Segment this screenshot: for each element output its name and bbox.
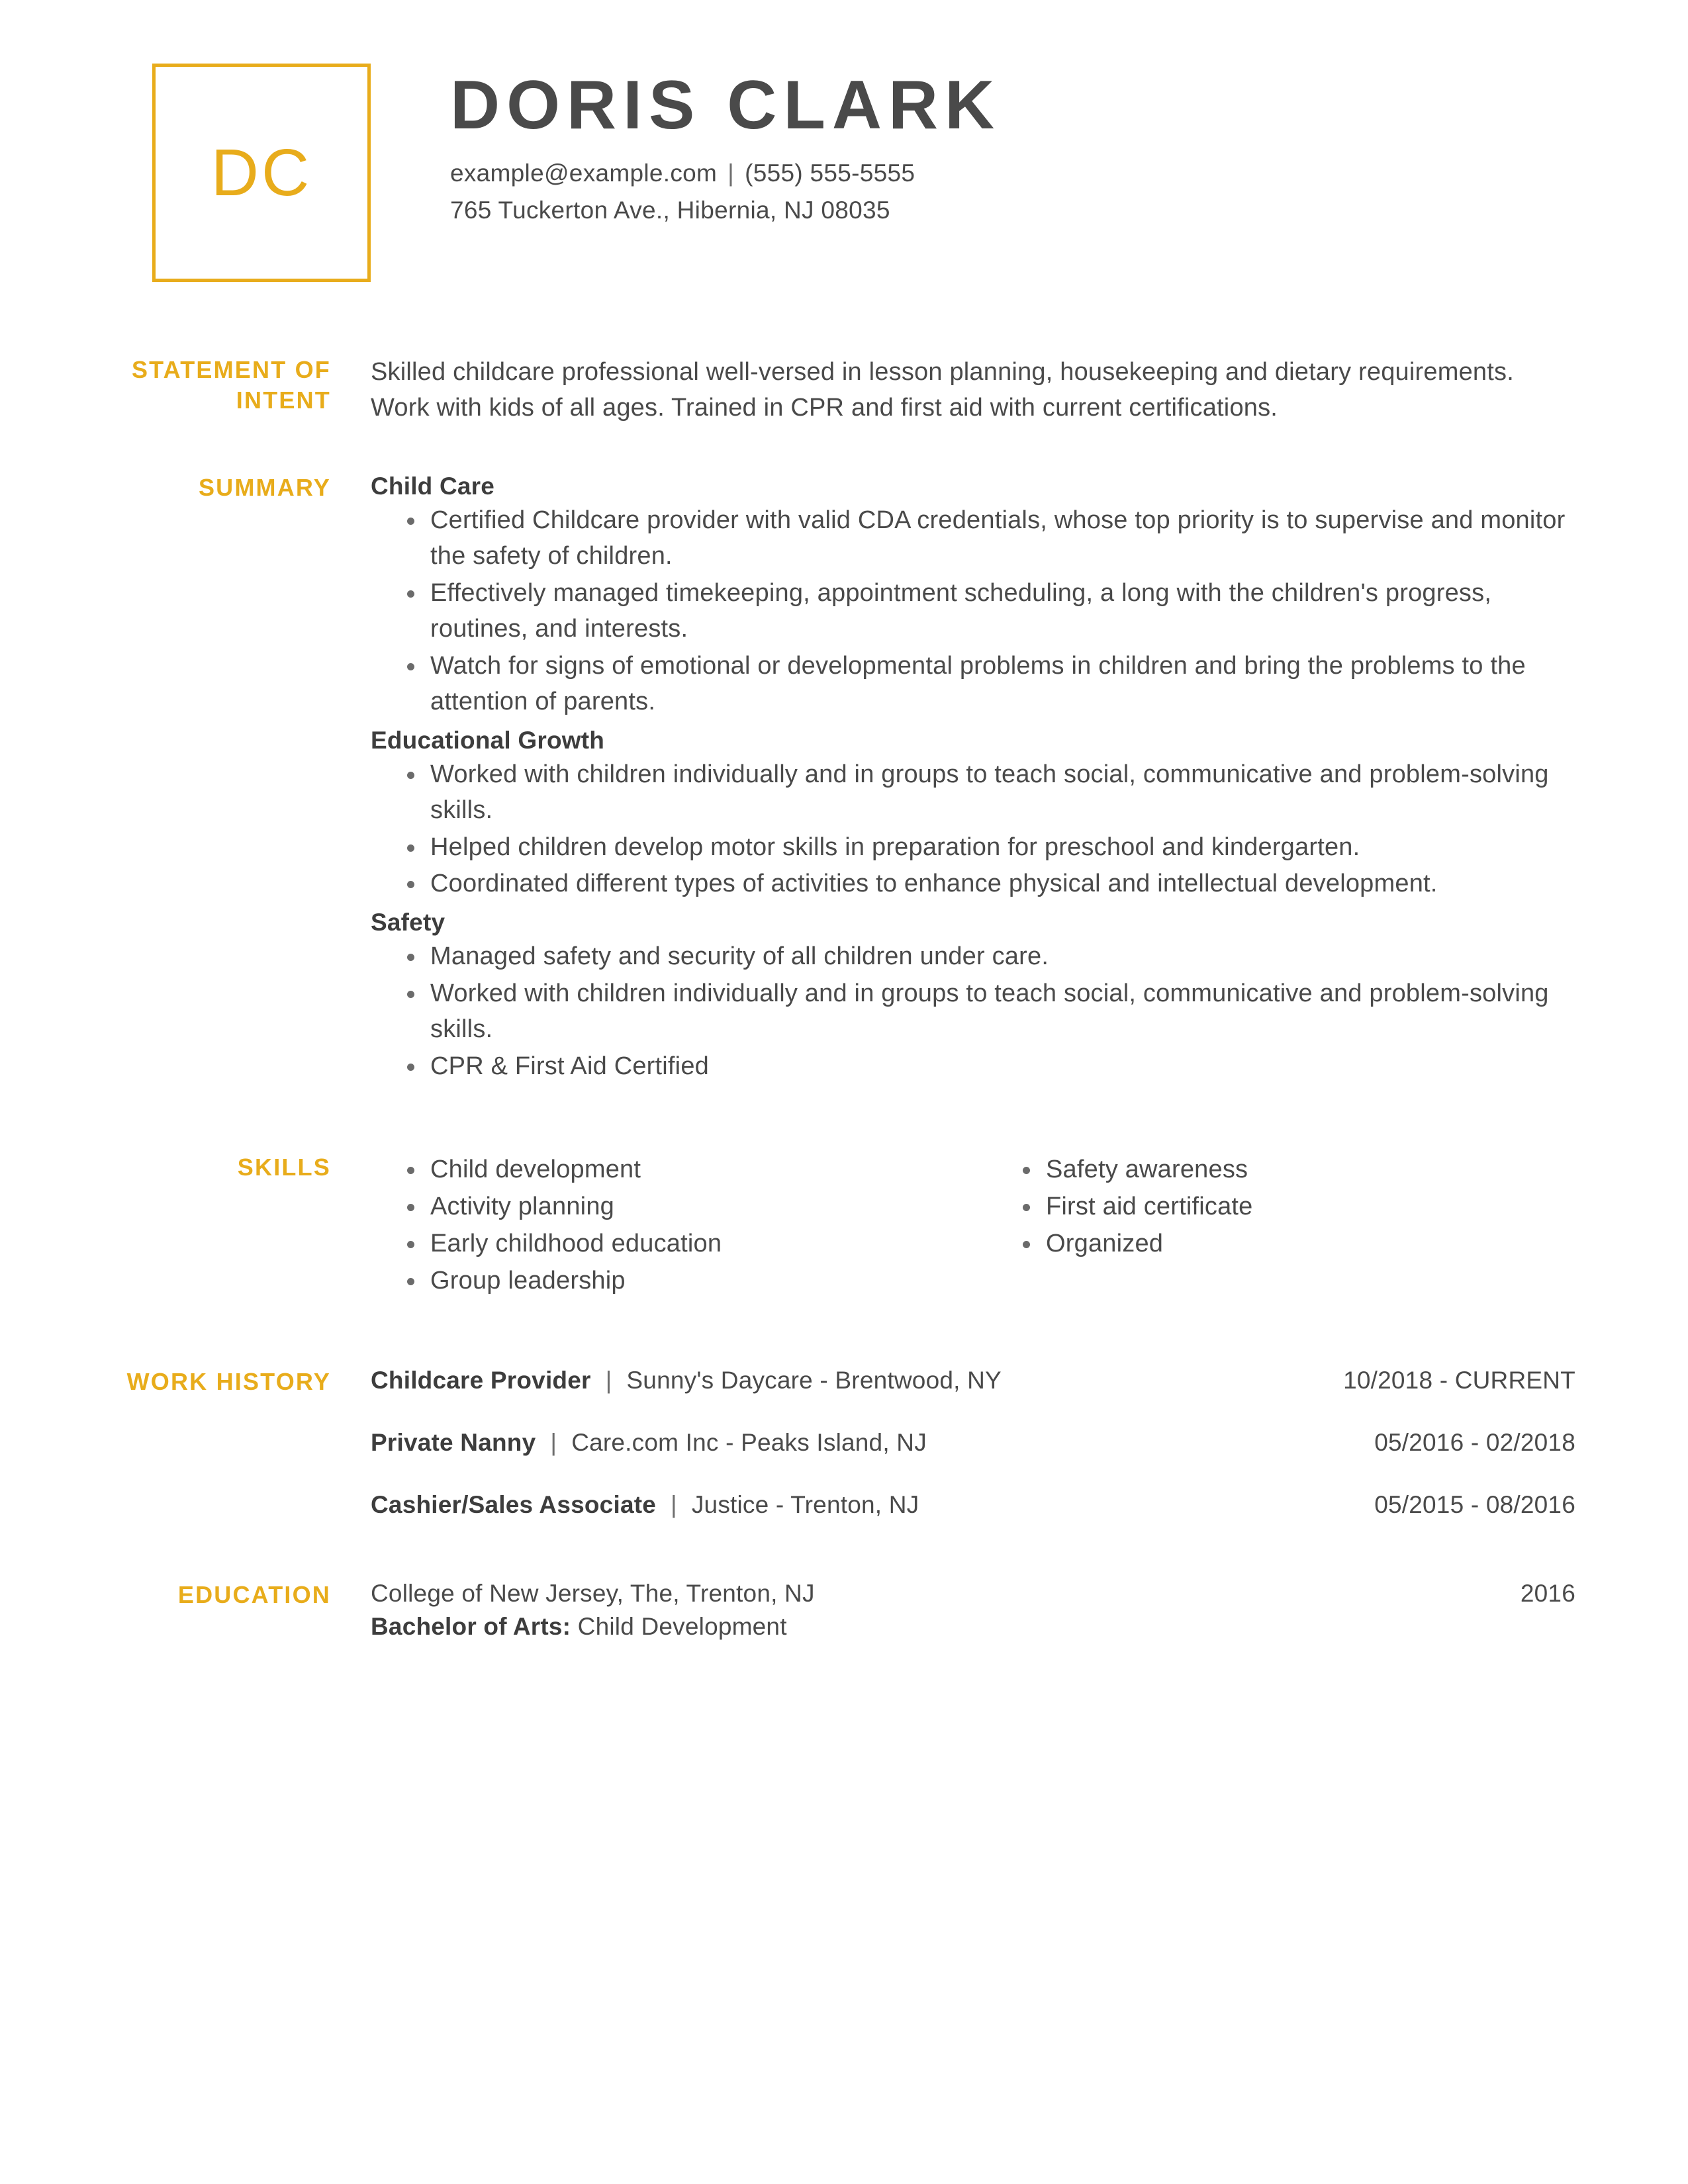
statement-body-col <box>371 355 1575 426</box>
contact-separator: | <box>727 159 735 187</box>
section-summary <box>99 473 1575 1086</box>
list-item: Activity planning <box>371 1189 973 1225</box>
skills-column-right <box>973 1152 1575 1300</box>
job-title: Cashier/Sales Associate <box>371 1491 657 1519</box>
section-label-work-history: WORK HISTORY <box>126 1368 331 1396</box>
skills-column-left <box>371 1152 973 1300</box>
education-label-col <box>99 1580 371 1610</box>
job-dates: 05/2016 - 02/2018 <box>1374 1429 1575 1457</box>
statement-text: Skilled childcare professional well-versed in lesson planning, housekeeping and dietary requirements. Work with kids of all ages. Trained in CPR and first aid with current certifications. <box>371 358 1514 422</box>
resume-body <box>0 355 1688 1641</box>
summary-group-title: Safety <box>371 909 445 936</box>
section-label-summary: SUMMARY <box>198 473 331 501</box>
list-item: Early childhood education <box>371 1226 973 1262</box>
list-item: First aid certificate <box>986 1189 1575 1225</box>
summary-group-educational-growth <box>371 727 1575 903</box>
work-label-col <box>99 1367 371 1397</box>
summary-group-title: Educational Growth <box>371 726 605 754</box>
education-year: 2016 <box>1520 1580 1575 1608</box>
email-text: example@example.com <box>450 159 718 187</box>
job-company: Care.com Inc - Peaks Island, NJ <box>571 1429 927 1457</box>
skills-list-right <box>986 1152 1575 1262</box>
list-item: Worked with children individually and in groups to teach social, communicative and problem-solving skills. <box>371 976 1575 1048</box>
job-title: Private Nanny <box>371 1429 536 1457</box>
work-body-col <box>371 1367 1575 1519</box>
statement-label-col <box>99 355 371 416</box>
summary-label-col <box>99 473 371 503</box>
summary-group-list <box>371 939 1575 1085</box>
section-label-skills: SKILLS <box>237 1154 331 1181</box>
job-company: Sunny's Daycare - Brentwood, NY <box>626 1367 1002 1394</box>
section-education <box>99 1580 1575 1641</box>
header-text-block <box>450 64 1001 228</box>
contact-line-primary <box>450 155 1001 192</box>
section-label-education: EDUCATION <box>177 1581 331 1609</box>
resume-header <box>0 0 1688 282</box>
list-item: Effectively managed timekeeping, appointment scheduling, a long with the children's progress, routines, and interests. <box>371 576 1575 647</box>
summary-group-safety <box>371 909 1575 1085</box>
education-row <box>371 1580 1575 1608</box>
skills-columns <box>371 1152 1575 1300</box>
section-work-history <box>99 1367 1575 1519</box>
education-degree-field: Child Development <box>577 1613 787 1641</box>
job-separator: | <box>550 1429 557 1457</box>
list-item: Watch for signs of emotional or developmental problems in children and bring the problems to the attention of parents. <box>371 649 1575 720</box>
list-item: Certified Childcare provider with valid CDA credentials, whose top priority is to supervise and monitor the safety of children. <box>371 503 1575 574</box>
education-body-col <box>371 1580 1575 1641</box>
education-school: College of New Jersey, The, Trenton, NJ <box>371 1580 815 1608</box>
section-statement-of-intent <box>99 355 1575 426</box>
summary-group-list <box>371 503 1575 720</box>
list-item: Worked with children individually and in groups to teach social, communicative and problem-solving skills. <box>371 757 1575 829</box>
list-item: Safety awareness <box>986 1152 1575 1188</box>
table-row <box>371 1367 1575 1394</box>
table-row <box>371 1491 1575 1519</box>
summary-group-child-care <box>371 473 1575 720</box>
skills-body-col <box>371 1152 1575 1300</box>
section-label-statement: STATEMENT OF INTENT <box>131 356 331 414</box>
summary-body-col <box>371 473 1575 1086</box>
list-item: Coordinated different types of activities to enhance physical and intellectual development. <box>371 866 1575 902</box>
address-text: 765 Tuckerton Ave., Hibernia, NJ 08035 <box>450 196 890 224</box>
monogram-initials: DC <box>211 136 312 210</box>
summary-group-list <box>371 757 1575 903</box>
monogram-badge <box>152 64 371 282</box>
job-dates: 10/2018 - CURRENT <box>1343 1367 1575 1394</box>
job-separator: | <box>671 1491 677 1519</box>
education-degree <box>371 1613 1575 1641</box>
skills-label-col <box>99 1152 371 1183</box>
list-item: CPR & First Aid Certified <box>371 1049 1575 1085</box>
list-item: Organized <box>986 1226 1575 1262</box>
job-company: Justice - Trenton, NJ <box>691 1491 919 1519</box>
list-item: Group leadership <box>371 1263 973 1299</box>
phone-text: (555) 555-5555 <box>745 159 915 187</box>
list-item: Helped children develop motor skills in preparation for preschool and kindergarten. <box>371 830 1575 866</box>
education-degree-label: Bachelor of Arts: <box>371 1613 571 1641</box>
job-dates: 05/2015 - 08/2016 <box>1374 1491 1575 1519</box>
skills-list-left <box>371 1152 973 1299</box>
list-item: Child development <box>371 1152 973 1188</box>
page-title: DORIS CLARK <box>450 67 1002 144</box>
summary-group-title: Child Care <box>371 472 495 500</box>
job-separator: | <box>605 1367 612 1394</box>
list-item: Managed safety and security of all children under care. <box>371 939 1575 975</box>
table-row <box>371 1429 1575 1457</box>
job-title: Childcare Provider <box>371 1367 591 1394</box>
section-skills <box>99 1152 1575 1300</box>
